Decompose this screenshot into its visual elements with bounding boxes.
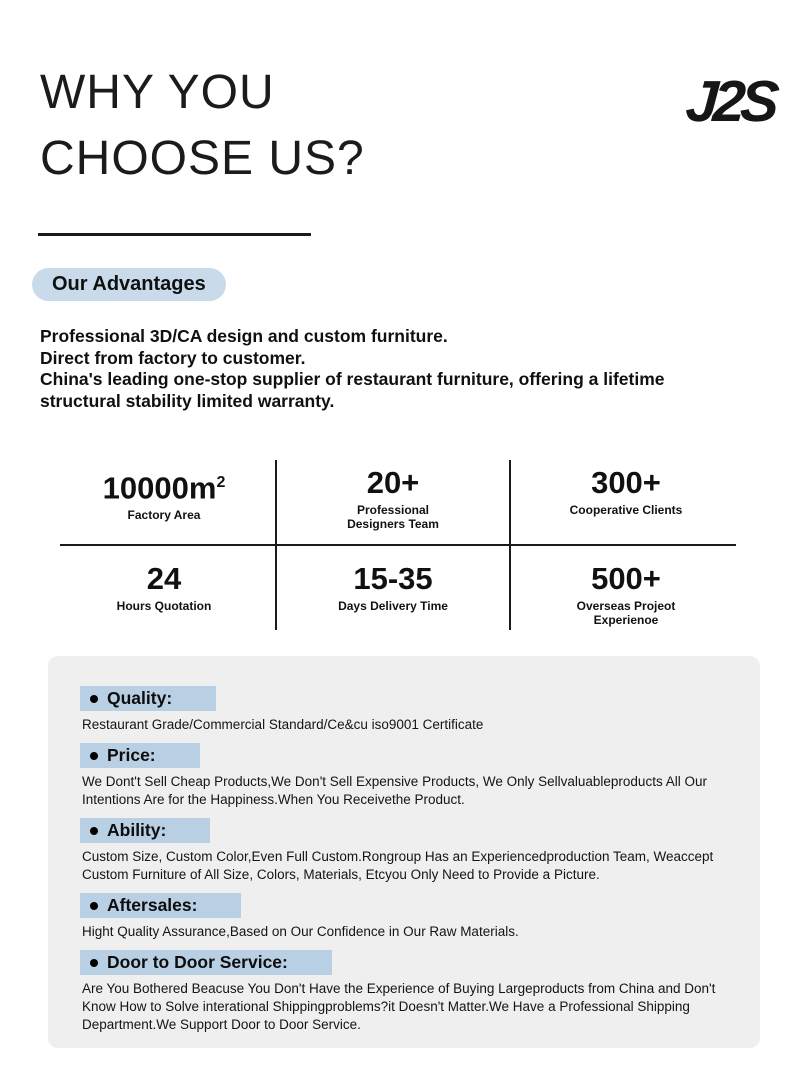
stats-divider-horizontal <box>60 544 736 546</box>
section-body: Custom Size, Custom Color,Even Full Custom.Rongroup Has an Experiencedproduction Team, Weaccept Custom Furniture of All Size, Colors, Materials, Etcyou Only Need to Provide a Picture. <box>82 849 714 882</box>
stat-label: Cooperative Clients <box>569 503 683 517</box>
brand-logo: J2S <box>683 69 777 134</box>
stat-factory-area <box>56 466 272 522</box>
bullet-icon <box>90 959 98 967</box>
bullet-icon <box>90 902 98 910</box>
stat-label: Hours Quotation <box>116 599 212 613</box>
stat-overseas-project <box>514 562 738 627</box>
intro-line: Professional 3D/CA design and custom furniture. <box>40 326 448 346</box>
stat-value: 24 <box>146 561 182 596</box>
section-body: Are You Bothered Beacuse You Don't Have the Experience of Buying Largeproducts from China and Don't Know How to Solve interational Shippingproblems?it Doesn't Matter.We Have a Professional Shipping Department.We Support Door to Door Service. <box>82 981 716 1032</box>
stat-cooperative-clients <box>514 466 738 517</box>
stat-value: 15-35 <box>353 561 433 596</box>
intro-text <box>40 326 732 412</box>
stat-label: Professional Designers Team <box>347 503 439 531</box>
section-body: We Dont't Sell Cheap Products,We Don't Sell Expensive Products, We Only Sellvaluableproducts All Our Intentions Are for the Happiness.When You Receivethe Product. <box>82 774 707 807</box>
section-heading <box>80 743 200 768</box>
stat-value: 20+ <box>366 465 420 500</box>
stat-value: $10000m^2$ <box>102 470 226 506</box>
stats-grid <box>0 458 800 634</box>
section-heading-label: Ability: <box>107 820 167 840</box>
intro-line: Direct from factory to customer. <box>40 347 306 368</box>
bullet-icon <box>90 695 98 703</box>
stat-delivery-time <box>280 562 506 613</box>
stat-label: Days Delivery Time <box>338 599 448 613</box>
page-title-line2: CHOOSE US? <box>40 132 365 185</box>
section-ability <box>80 818 728 884</box>
stat-hours-quotation <box>56 562 272 613</box>
section-body: Hight Quality Assurance,Based on Our Confidence in Our Raw Materials. <box>82 924 519 939</box>
stat-value: 500+ <box>591 561 661 596</box>
section-heading <box>80 818 210 843</box>
section-heading-label: Aftersales: <box>107 895 198 915</box>
page-title <box>40 60 365 192</box>
section-price <box>80 743 728 809</box>
stat-designers-team <box>280 466 506 531</box>
section-body: Restaurant Grade/Commercial Standard/Ce&cu iso9001 Certificate <box>82 717 484 732</box>
intro-line: China's leading one-stop supplier of restaurant furniture, offering a lifetime structural stability limited warranty. <box>40 369 665 411</box>
section-quality <box>80 686 728 734</box>
page-title-line1: WHY YOU <box>40 66 275 119</box>
bullet-icon <box>90 827 98 835</box>
section-heading-label: Price: <box>107 745 156 765</box>
stat-value: 300+ <box>591 465 661 500</box>
section-aftersales <box>80 893 728 941</box>
advantages-badge: Our Advantages <box>32 268 226 301</box>
section-heading <box>80 893 241 918</box>
title-underline <box>38 233 311 236</box>
stat-label: Factory Area <box>127 508 201 523</box>
section-door-to-door <box>80 950 728 1034</box>
section-heading <box>80 950 332 975</box>
bullet-icon <box>90 752 98 760</box>
section-heading-label: Quality: <box>107 688 173 708</box>
stat-label: Overseas Projeot Experienoe <box>576 599 676 627</box>
section-heading-label: Door to Door Service: <box>107 952 288 972</box>
section-heading <box>80 686 216 711</box>
advantages-card <box>48 656 760 1048</box>
